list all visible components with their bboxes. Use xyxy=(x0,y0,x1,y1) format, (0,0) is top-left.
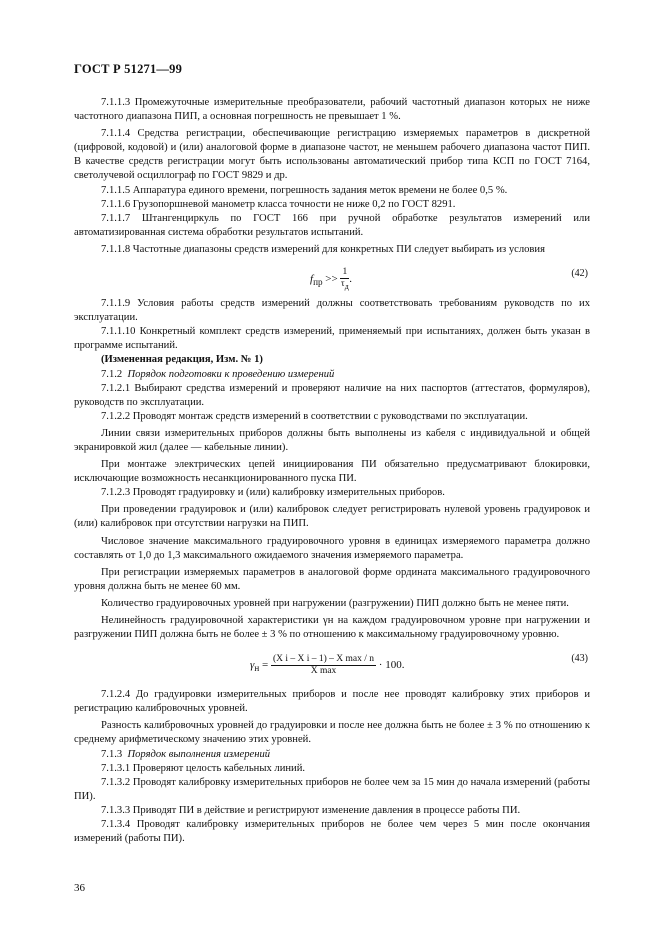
paragraph: 7.1.3.1 Проверяют целость кабельных линий. xyxy=(101,762,306,774)
fraction: $\frac{\text{(X i – X i – 1) – X max / n}}{\text{X max}}$ xyxy=(272,654,375,677)
paragraph: 7.1.2.1 Выбирают средства измерений и проверяют наличие на них паспортов (аттестатов, формуляров), руководств по эксплуатации. xyxy=(74,382,590,408)
paragraph: 7.1.1.6 Грузопоршневой манометр класса точности не ниже 0,2 по ГОСТ 8291. xyxy=(101,198,456,210)
paragraph: 7.1.1.9 Условия работы средств измерений должны соответствовать требованиям руководств по их эксплуатации. xyxy=(74,298,590,324)
paragraph: 7.1.1.10 Конкретный комплект средств измерений, применяемый при испытаниях, должен быть указан в программе испытаний. xyxy=(74,326,590,352)
paragraph: Разность калибровочных уровней до градуировки и после нее должна быть не более ± 3 % по отношению к среднему арифметическому значению этих уровней. xyxy=(74,720,590,746)
paragraph: 7.1.2.4 До градуировки измерительных приборов и после нее проводят калибровку этих приборов и регистрацию калибровочных уровней. xyxy=(74,689,590,715)
paragraph: 7.1.1.7 Штангенциркуль по ГОСТ 166 при ручной обработке результатов измерений или автоматизированная система обработки результатов испытаний. xyxy=(74,212,590,238)
document-header: ГОСТ Р 51271—99 xyxy=(74,62,183,76)
paragraph: При проведении градуировок и (или) калибровок следует регистрировать нулевой уровень градуировок и (или) калибровок при отсутствии нагрузки на ПИП. xyxy=(74,504,590,530)
paragraph: 7.1.3.3 Приводят ПИ в действие и регистрируют изменение давления в процессе работы ПИ. xyxy=(101,804,521,816)
subsection-heading: 7.1.3 Порядок выполнения измерений xyxy=(101,748,271,760)
paragraph: 7.1.1.8 Частотные диапазоны средств измерений для конкретных ПИ следует выбирать из условия xyxy=(101,243,545,255)
paragraph: 7.1.2.3 Проводят градуировку и (или) калибровку измерительных приборов. xyxy=(101,487,445,499)
paragraph: При монтаже электрических цепей инициирования ПИ обязательно предусматривают блокировки, исключающие возможность несанкционированного пуска ПИ. xyxy=(74,459,590,485)
paragraph: Нелинейность градуировочной характеристики γн на каждом градуировочном уровне при нагружении и разгружении ПИП должна быть не более ± 3 % по отношению к максимальному градуировочному уровню. xyxy=(74,615,590,641)
equation-number: (43) xyxy=(571,653,588,665)
formula-42-expression: $f_{пр}$ >> $\frac{1}{\tau_д}$ . xyxy=(310,267,352,291)
subsection-heading: 7.1.2 Порядок подготовки к проведению измерений xyxy=(101,368,335,380)
paragraph: Линии связи измерительных приборов должны быть выполнены из кабеля с индивидуальной и общей экранировкой жил (далее — кабельные линии). xyxy=(74,427,590,453)
paragraph: Числовое значение максимального градуировочного уровня в единицах измеряемого параметра должно составлять от 1,0 до 1,3 максимального ожидаемого значения измеряемого параметра. xyxy=(74,535,590,561)
paragraph: Количество градуировочных уровней при нагружении (разгружении) ПИП должно быть не менее пяти. xyxy=(101,597,569,609)
paragraph: 7.1.1.5 Аппаратура единого времени, погрешность задания меток времени не более 0,5 %. xyxy=(101,184,508,196)
paragraph: 7.1.1.3 Промежуточные измерительные преобразователи, рабочий частотный диапазон которых не ниже частотного диапазона ПИП, а основная погрешность не превышает 1 %. xyxy=(74,97,590,123)
formula-43 xyxy=(74,646,590,682)
paragraph: 7.1.3.2 Проводят калибровку измерительных приборов не более чем за 15 мин до начала измерений (работы ПИ). xyxy=(74,776,590,802)
page-number: 36 xyxy=(74,882,85,894)
fraction: $\frac{1}{\tau_д}$ xyxy=(340,267,349,291)
formula-43-expression: $\gamma_н$ = $\frac{\text{(X i – X i – 1) – X max / n}}{\text{X max}}$ · 100. xyxy=(250,654,405,677)
equation-number: (42) xyxy=(571,268,588,280)
paragraph: 7.1.1.4 Средства регистрации, обеспечивающие регистрацию измеряемых параметров в дискретной (цифровой, кодовой) и (или) аналоговой форме в диапазоне частот, не меньшем рабочего диапазона частот ПИП. В качестве средств регистрации могут быть использованы автоматический прибор типа КСП по ГОСТ 7164, светолучевой осциллограф по ГОСТ 9829 и др. xyxy=(74,128,590,182)
amendment-note: (Измененная редакция, Изм. № 1) xyxy=(101,354,263,366)
document-body xyxy=(74,96,590,846)
paragraph: 7.1.3.4 Проводят калибровку измерительных приборов не более чем через 5 мин после окончания измерений (работы ПИ). xyxy=(74,819,590,845)
paragraph: При регистрации измеряемых параметров в аналоговой форме ордината максимального градуировочного уровня должна быть не менее 60 мм. xyxy=(74,566,590,592)
formula-42 xyxy=(74,261,590,291)
paragraph: 7.1.2.2 Проводят монтаж средств измерений в соответствии с руководствами по эксплуатации. xyxy=(101,410,528,422)
